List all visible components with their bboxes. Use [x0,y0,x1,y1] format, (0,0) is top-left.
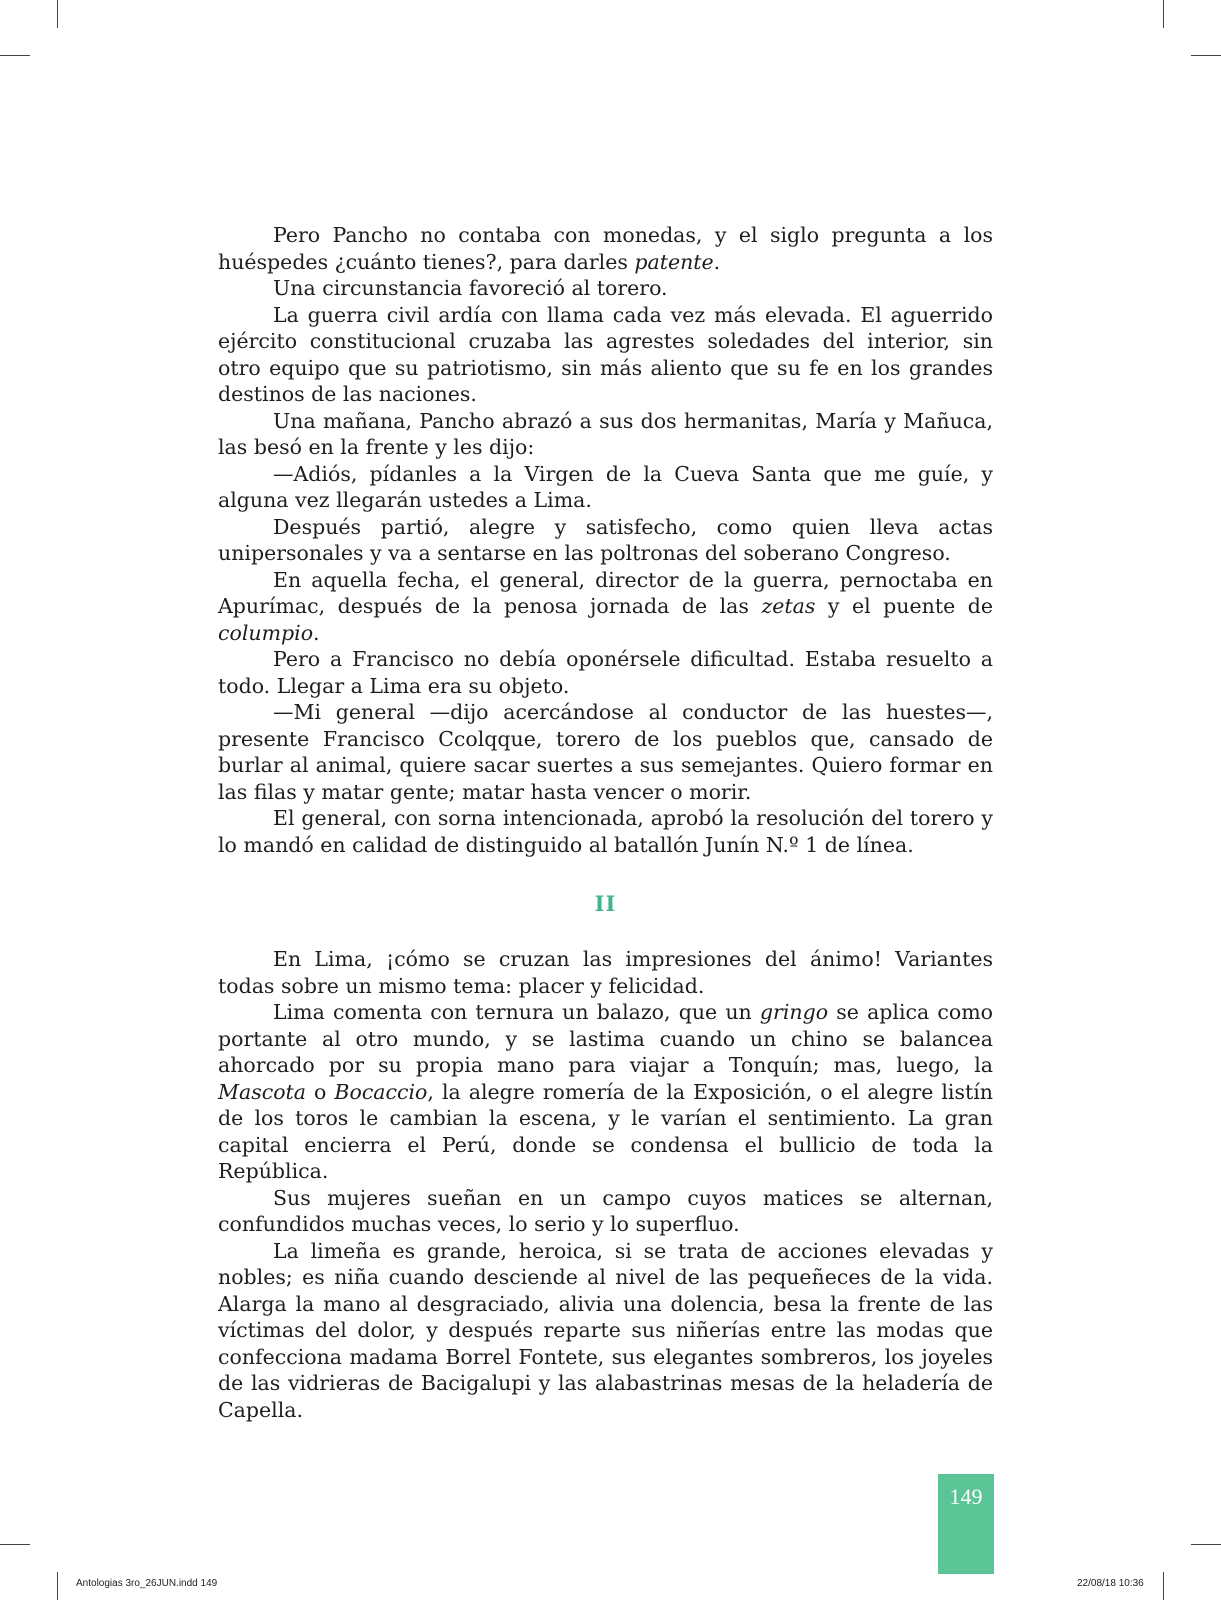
text-run: Lima comenta con ternura un balazo, que un [273,1000,760,1024]
paragraph [218,1185,993,1238]
paragraph [218,275,993,302]
crop-mark-bottom-left-horizontal [0,1544,30,1545]
print-slug-left: Antologias 3ro_26JUN.indd 149 [76,1578,218,1589]
italic-text: gringo [759,1000,829,1024]
paragraph [218,461,993,514]
paragraph [218,646,993,699]
italic-text: Bocaccio [334,1079,428,1104]
paragraph [218,946,993,999]
text-run: Sus mujeres sueñan en un campo cuyos matices se alternan, confundidos muchas veces, lo serio y lo superfluo. [218,1185,993,1236]
crop-mark-top-right-vertical [1163,0,1164,28]
text-run: y el puente de [815,594,993,618]
page-number-tab [938,1474,994,1574]
text-run: El general, con sorna intencionada, aprobó la resolución del torero y lo mandó en calidad de distinguido al batallón Junín N.º 1 de línea. [218,806,993,857]
paragraph [218,408,993,461]
text-run: . [713,249,721,274]
text-run: En Lima, ¡cómo se cruzan las impresiones del ánimo! Variantes todas sobre un mismo tema: placer y felicidad. [218,947,993,998]
paragraph [218,222,993,275]
text-run: Una circunstancia favoreció al torero. [273,276,668,300]
crop-mark-top-left-horizontal [0,55,30,56]
text-run: Una mañana, Pancho abrazó a sus dos hermanitas, María y Mañuca, las besó en la frente y les dijo: [218,408,993,459]
crop-mark-bottom-left-vertical [57,1572,58,1600]
text-run: . [313,620,320,645]
text-run: En aquella fecha, el general, director de la guerra, pernoctaba en Apurímac, después de la penosa jornada de las [218,567,993,618]
paragraph [218,514,993,567]
text-run: Pero a Francisco no debía oponérsele dificultad. Estaba resuelto a todo. Llegar a Lima era su objeto. [218,647,993,698]
page-number: 149 [949,1484,983,1509]
body-text-part-1 [218,222,993,858]
paragraph [218,302,993,408]
text-run: La guerra civil ardía con llama cada vez más elevada. El aguerrido ejército constitucional cruzaba las agrestes soledades del interior, sin otro equipo que su patriotismo, sin más aliento que su fe en los grandes destinos de las naciones. [218,302,993,406]
paragraph [218,805,993,858]
italic-text: columpio [218,620,314,645]
text-run: —Mi general —dijo acercándose al conductor de las huestes—, presente Francisco Ccolqque, torero de los pueblos que, cansado de burlar al animal, quiere sacar suertes a sus semejantes. Quiero formar en las filas y matar gente; matar hasta vencer o morir. [218,700,993,804]
crop-mark-top-right-horizontal [1191,55,1221,56]
italic-text: Mascota [218,1079,307,1104]
text-run: Pero Pancho no contaba con monedas, y el siglo pregunta a los huéspedes ¿cuánto tienes?, para darles [218,223,993,274]
text-run: se aplica como portante al otro mundo, y se lastima cuando un chino se balancea ahorcado por su propia mano para viajar a Tonquín; mas, luego, la [218,1000,994,1077]
text-run: La limeña es grande, heroica, si se trata de acciones elevadas y nobles; es niña cuando desciende al nivel de las pequeñeces de la vida. Alarga la mano al desgraciado, alivia una dolencia, besa la frente de las víctimas del dolor, y después reparte sus niñerías entre las modas que confecciona madama Borrel Fontete, sus elegantes sombreros, los joyeles de las vidrieras de Bacigalupi y las alabastrinas mesas de la heladería de Capella. [218,1238,993,1422]
text-run: —Adiós, pídanles a la Virgen de la Cueva Santa que me guíe, y alguna vez llegarán ustedes a Lima. [218,461,993,512]
crop-mark-bottom-right-vertical [1163,1572,1164,1600]
paragraph [218,1238,993,1424]
text-run: Después partió, alegre y satisfecho, como quien lleva actas unipersonales y va a sentarse en las poltronas del soberano Congreso. [218,514,993,565]
text-run: o [306,1079,335,1104]
body-text-part-2 [218,946,993,1423]
crop-mark-bottom-right-horizontal [1191,1544,1221,1545]
paragraph [218,999,993,1185]
paragraph [218,699,993,805]
text-run: , la alegre romería de la Exposición, o el alegre listín de los toros le cambian la escena, y le varían el sentimiento. La gran capital encierra el Perú, donde se condensa el bullicio de toda la República. [218,1079,993,1183]
italic-text: patente [634,249,714,274]
italic-text: zetas [761,594,816,618]
paragraph [218,567,993,647]
print-slug-right: 22/08/18 10:36 [1077,1578,1144,1589]
crop-mark-top-left-vertical [57,0,58,28]
section-heading: II [594,891,617,916]
